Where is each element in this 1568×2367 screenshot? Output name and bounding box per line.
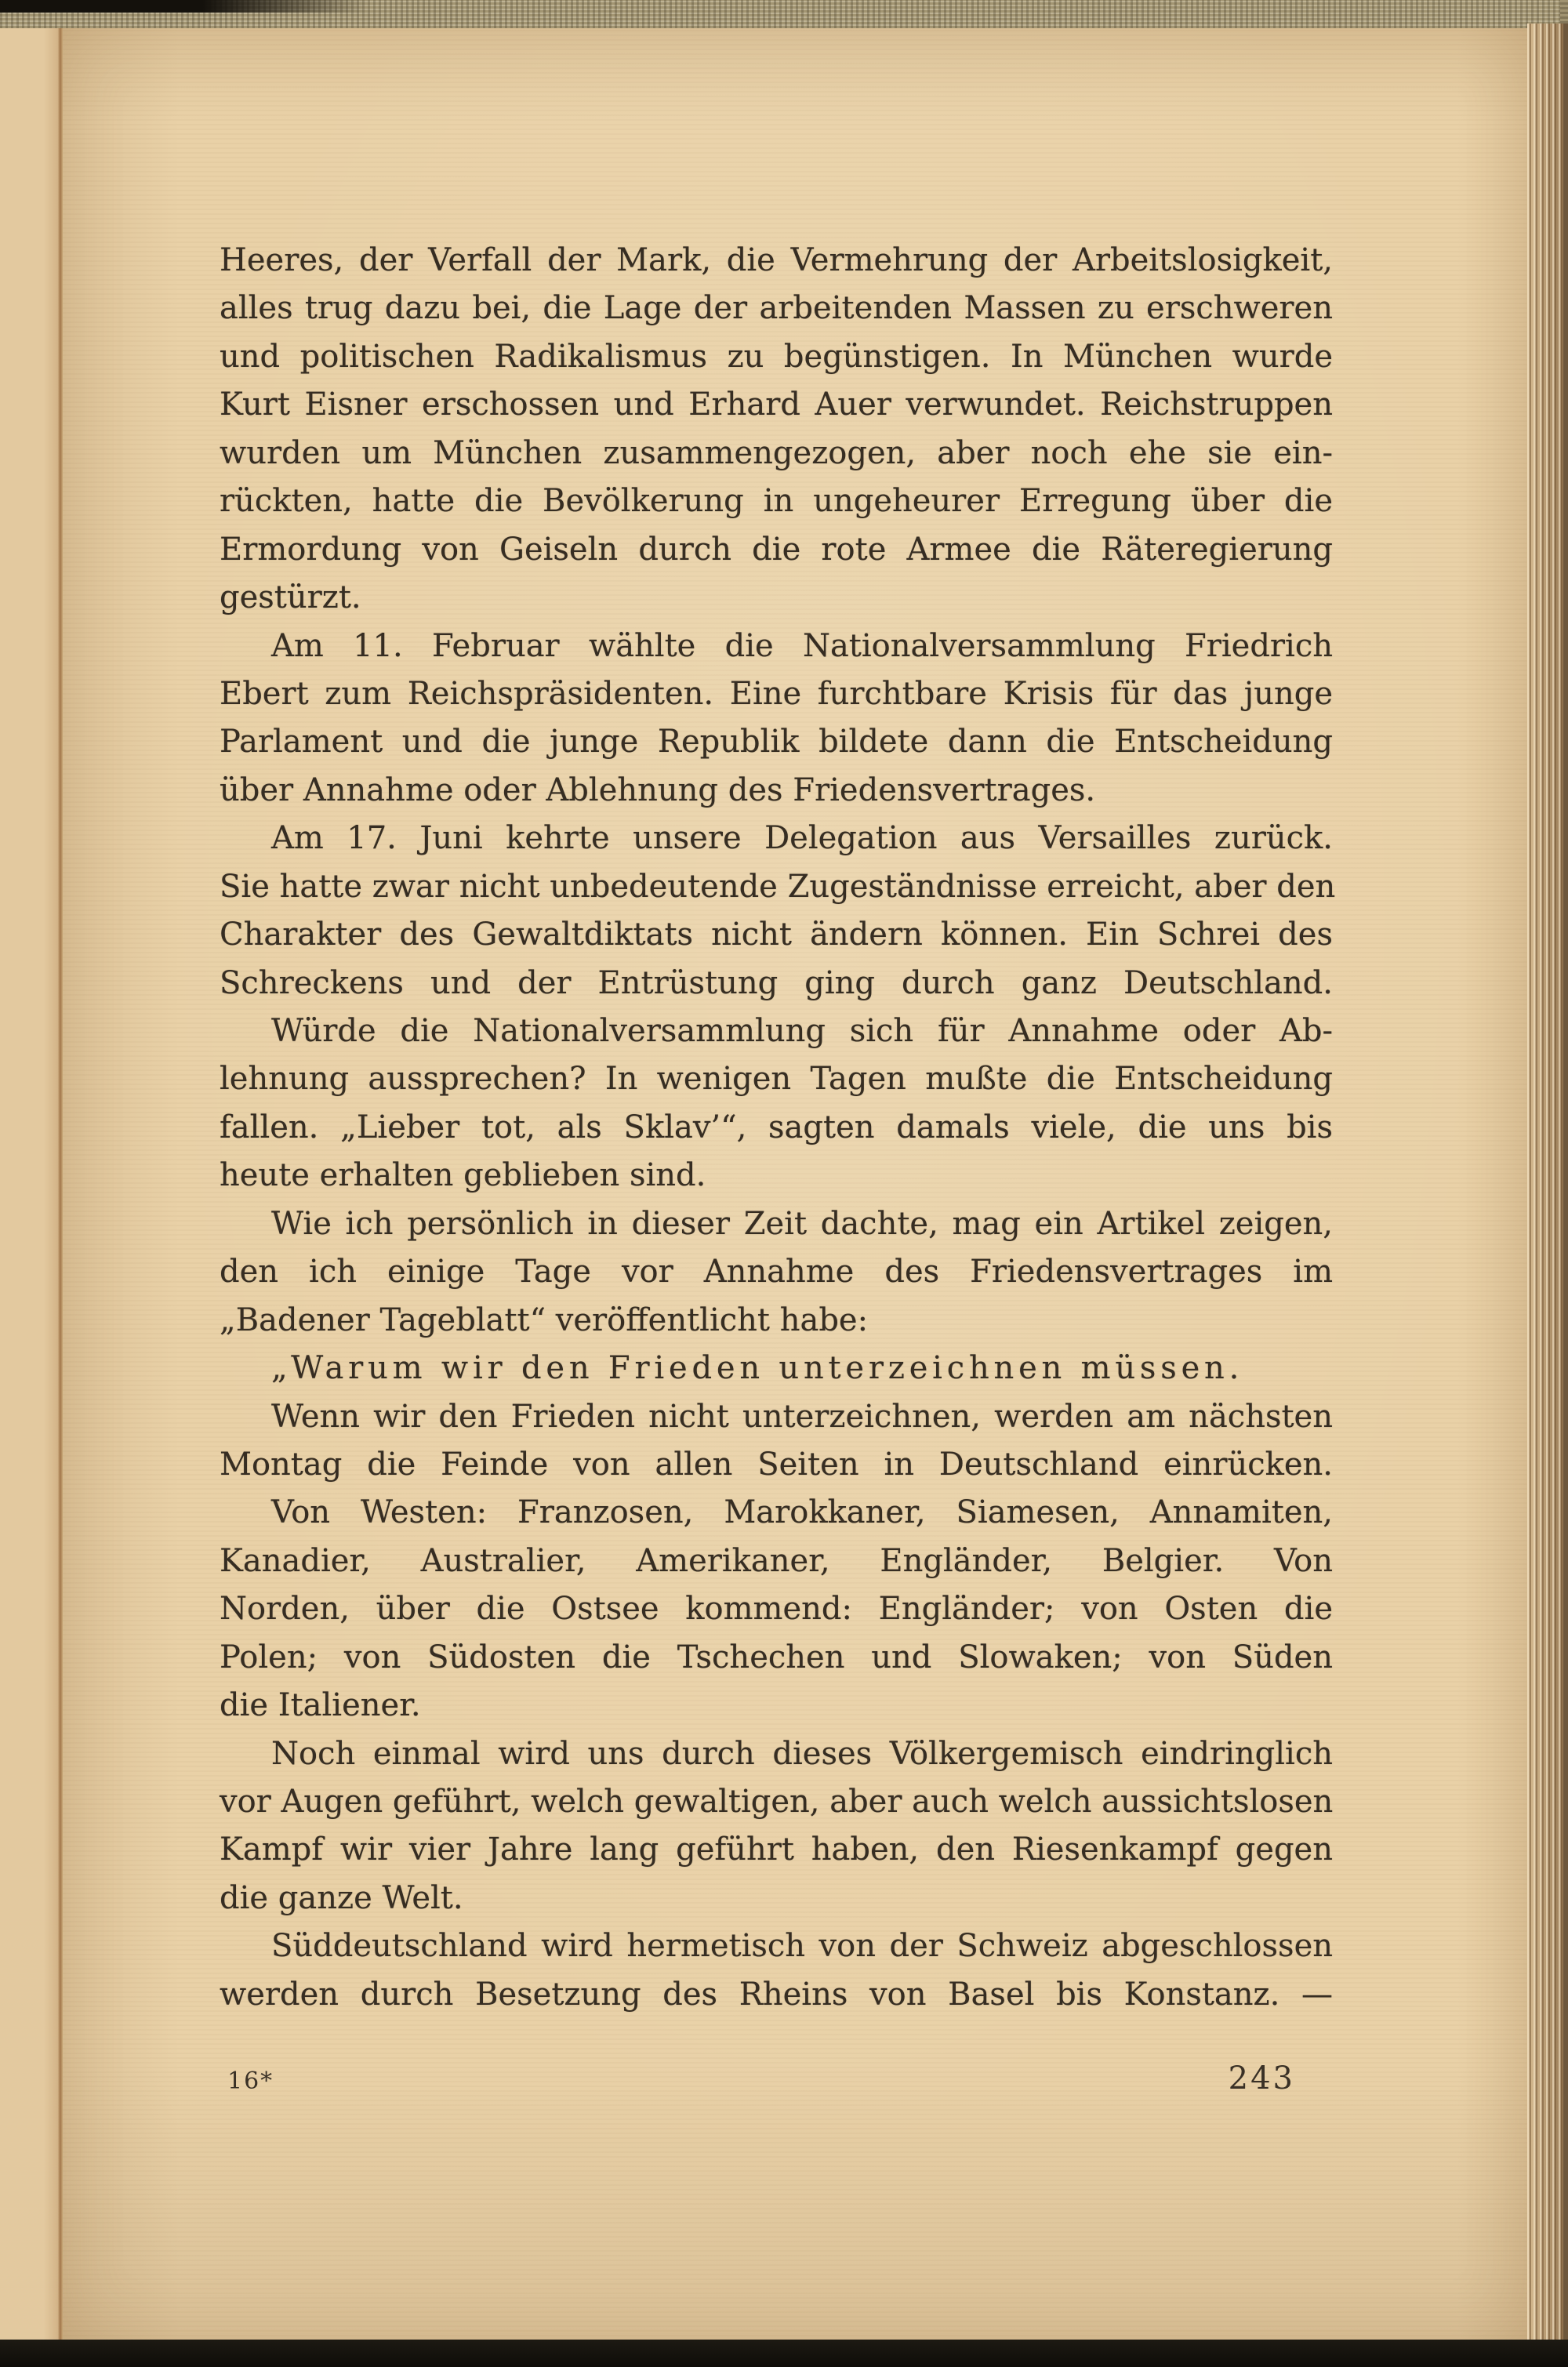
text-line: vor Augen geführt, welch gewaltigen, aber auch welch aussichtslosen	[220, 1784, 1334, 1820]
text-line: gestürzt.	[220, 579, 361, 616]
page-edge-shadow	[1563, 24, 1568, 2343]
text-line: Am 11. Februar wählte die Nationalversammlung Friedrich	[271, 627, 1333, 664]
text-line: Polen; von Südosten die Tschechen und Slowaken; von Süden	[220, 1639, 1333, 1675]
text-line: Kanadier, Australier, Amerikaner, Engländer, Belgier. Von	[220, 1542, 1333, 1579]
page-number: 243	[1228, 2060, 1295, 2097]
background-shadow	[0, 0, 368, 13]
text-line: Sie hatte zwar nicht unbedeutende Zugeständnisse erreicht, aber den	[220, 868, 1336, 905]
text-line: „Badener Tageblatt“ veröffentlicht habe:	[220, 1301, 869, 1338]
text-line: „Warum wir den Frieden unterzeichnen müssen.	[271, 1350, 1244, 1387]
signature-mark: 16*	[227, 2067, 274, 2095]
text-line: Heeres, der Verfall der Mark, die Vermehrung der Arbeitslosigkeit,	[220, 242, 1333, 278]
background-surface	[0, 2340, 1568, 2367]
text-line: die Italiener.	[220, 1687, 421, 1724]
text-line: Am 17. Juni kehrte unsere Delegation aus Versailles zurück.	[271, 820, 1333, 857]
page-edge-stack	[1527, 24, 1563, 2343]
text-line: alles trug dazu bei, die Lage der arbeitenden Massen zu erschweren	[220, 290, 1333, 327]
text-line: Parlament und die junge Republik bildete dann die Entscheidung	[220, 724, 1333, 761]
text-line: Ermordung von Geiseln durch die rote Armee die Räteregierung	[220, 531, 1333, 568]
text-line: fallen. „Lieber tot, als Sklav’“, sagten damals viele, die uns bis	[220, 1109, 1333, 1145]
text-line: heute erhalten geblieben sind.	[220, 1157, 706, 1194]
text-line: Von Westen: Franzosen, Marokkaner, Siamesen, Annamiten,	[271, 1494, 1333, 1531]
text-line: lehnung aussprechen? In wenigen Tagen mußte die Entscheidung	[220, 1061, 1333, 1098]
text-line: Ebert zum Reichspräsidenten. Eine furchtbare Krisis für das junge	[220, 675, 1333, 712]
text-line: rückten, hatte die Bevölkerung in ungeheurer Erregung über die	[220, 483, 1333, 520]
text-line: Schreckens und der Entrüstung ging durch ganz Deutschland.	[220, 964, 1333, 1001]
page	[63, 28, 1527, 2341]
text-line: Würde die Nationalversammlung sich für Annahme oder Ab-	[271, 1013, 1333, 1049]
text-line: Kampf wir vier Jahre lang geführt haben, den Riesenkampf gegen	[220, 1832, 1333, 1868]
text-line: und politischen Radikalismus zu begünstigen. In München wurde	[220, 338, 1333, 375]
text-line: Norden, über die Ostsee kommend: Engländer; von Osten die	[220, 1591, 1333, 1628]
text-line: über Annahme oder Ablehnung des Friedensvertrages.	[220, 771, 1096, 808]
text-block	[220, 237, 1336, 2019]
text-line: Kurt Eisner erschossen und Erhard Auer verwundet. Reichstruppen	[220, 387, 1333, 423]
text-line: Süddeutschland wird hermetisch von der Schweiz abgeschlossen	[271, 1928, 1333, 1965]
text-line: die ganze Welt.	[220, 1879, 463, 1916]
text-line: wurden um München zusammengezogen, aber noch ehe sie ein-	[220, 434, 1333, 471]
text-line: Wenn wir den Frieden nicht unterzeichnen, werden am nächsten	[271, 1398, 1333, 1435]
text-line: Noch einmal wird uns durch dieses Völkergemisch eindringlich	[271, 1735, 1333, 1772]
gutter-fold	[0, 28, 63, 2343]
text-line: Charakter des Gewaltdiktats nicht ändern können. Ein Schrei des	[220, 917, 1333, 953]
text-line: werden durch Besetzung des Rheins von Basel bis Konstanz. —	[220, 1976, 1333, 2013]
text-line: Montag die Feinde von allen Seiten in Deutschland einrücken.	[220, 1446, 1333, 1483]
text-line: den ich einige Tage vor Annahme des Friedensvertrages im	[220, 1254, 1333, 1291]
page-footer	[227, 2060, 1295, 2097]
text-line: Wie ich persönlich in dieser Zeit dachte, mag ein Artikel zeigen,	[271, 1205, 1333, 1242]
